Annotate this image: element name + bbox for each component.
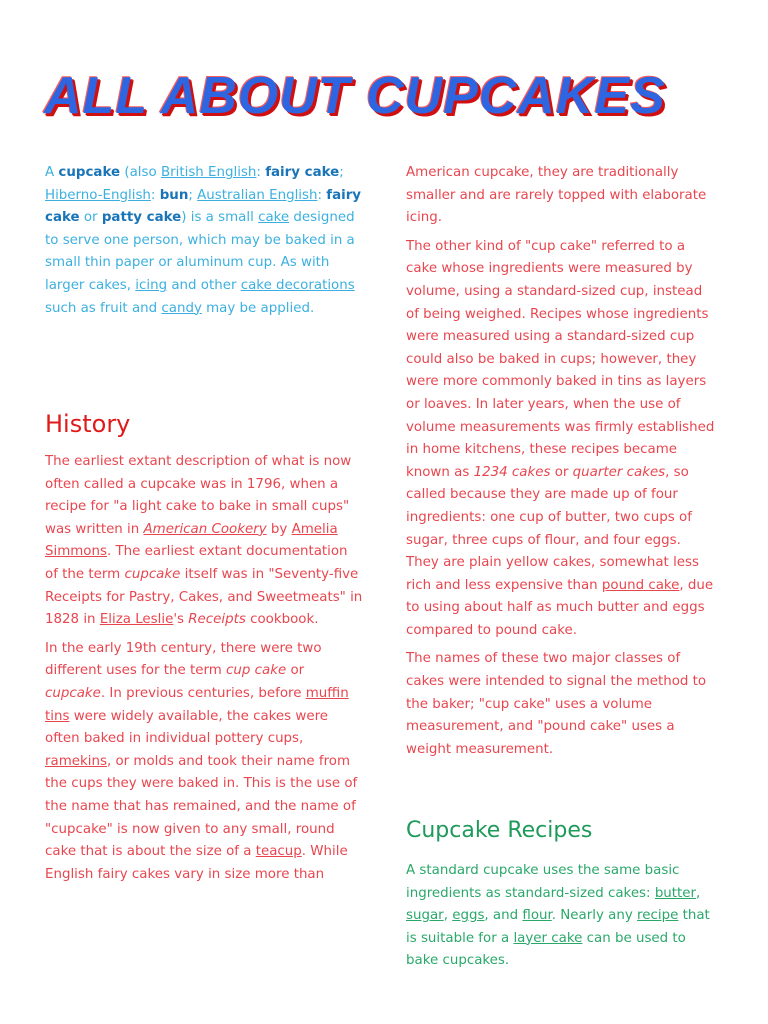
link-butter[interactable]: butter — [654, 885, 697, 901]
term-bun: bun — [159, 187, 189, 203]
link-ramekins[interactable]: ramekins — [45, 753, 107, 769]
link-american-cookery[interactable]: American Cookery — [143, 521, 267, 537]
left-column — [45, 162, 363, 320]
link-flour[interactable]: flour — [522, 908, 552, 924]
history-paragraph-5: The names of these two major classes of cakes were intended to signal the method to the baker; "cup cake" uses a volume measurement, and "pound cake" uses a weight measurement. — [406, 651, 707, 757]
link-muffin-tins[interactable]: muffin tins — [45, 685, 349, 724]
history-paragraph-4: The other kind of "cup cake" referred to a cake whose ingredients were measured by volume, using a standard-sized cup, instead of being weighed. Recipes whose ingredients were measured using a standard-sized cup could also be baked in cups; however, they were more commonly baked in tins as layers or loaves. In later years, when the use of volume measurements was firmly established in home kitchens, these recipes became known as 1234 cakes or quarter cakes, so called because they are made up of four ingredients: one cup of butter, two cups of sugar, three cups of flour, and four eggs. They are plain yellow cakes, somewhat less rich and less expensive than pound cake, due to using about half as much butter and eggs compared to pound cake. — [406, 238, 715, 638]
link-candy[interactable]: candy — [161, 300, 202, 316]
link-layer-cake[interactable]: layer cake — [513, 930, 583, 946]
link-icing[interactable]: icing — [135, 277, 168, 293]
link-cake[interactable]: cake — [258, 210, 290, 226]
page-title: ALL ABOUT CUPCAKES — [44, 67, 666, 125]
right-column — [406, 162, 716, 761]
term-fairy-cake-2: fairy cake — [45, 187, 362, 226]
link-eliza-leslie[interactable]: Eliza Leslie — [99, 612, 174, 628]
link-pound-cake[interactable]: pound cake — [601, 577, 680, 593]
link-cake-decorations[interactable]: cake decorations — [240, 277, 355, 293]
recipes-heading: Cupcake Recipes — [406, 818, 593, 843]
link-sugar[interactable]: sugar — [406, 908, 444, 924]
link-australian-english[interactable]: Australian English — [197, 187, 318, 203]
term-patty-cake: patty cake — [101, 210, 182, 226]
link-hiberno-english[interactable]: Hiberno-English — [45, 187, 151, 203]
history-heading: History — [45, 410, 131, 438]
intro-paragraph: A cupcake (also British English: fairy cake; Hiberno-English: bun; Australian English: fairy cake or patty cake) is a small cake designed to serve one person, which may be baked in a small thin paper or aluminum cup. As with larger cakes, icing and other cake decorations such as fruit and candy may be applied. — [45, 165, 362, 316]
term-fairy-cake: fairy cake — [265, 165, 340, 180]
link-amelia-simmons[interactable]: Amelia Simmons — [45, 521, 338, 560]
link-recipe[interactable]: recipe — [637, 908, 679, 924]
link-british-english[interactable]: British English — [160, 165, 257, 180]
history-paragraph-3: American cupcake, they are traditionally smaller and are rarely topped with elaborate icing. — [406, 165, 707, 226]
term-cupcake: cupcake — [58, 165, 121, 180]
history-left-column — [45, 451, 363, 886]
link-teacup[interactable]: teacup — [255, 844, 302, 860]
link-eggs[interactable]: eggs — [452, 908, 485, 924]
history-paragraph-2: In the early 19th century, there were two different uses for the term cup cake or cupcake. In previous centuries, before muffin tins were widely available, the cakes were often baked in individual pottery cups, ramekins, or molds and took their name from the cups they were baked in. This is the use of the name that has remained, and the name of "cupcake" is now given to any small, round cake that is about the size of a teacup. While English fairy cakes vary in size more than — [45, 640, 358, 882]
history-paragraph-1: The earliest extant description of what is now often called a cupcake was in 1796, when a recipe for "a light cake to bake in small cups" was written in American Cookery by Amelia Simmons. The earliest extant documentation of the term cupcake itself was in "Seventy-five Receipts for Pastry, Cakes, and Sweetmeats" in 1828 in Eliza Leslie's Receipts cookbook. — [45, 454, 363, 628]
recipes-paragraph: A standard cupcake uses the same basic ingredients as standard-sized cakes: butter, sugar, eggs, and flour. Nearly any recipe that is suitable for a layer cake can be used to bake cupcakes. — [406, 863, 710, 969]
recipes-column — [406, 860, 716, 973]
